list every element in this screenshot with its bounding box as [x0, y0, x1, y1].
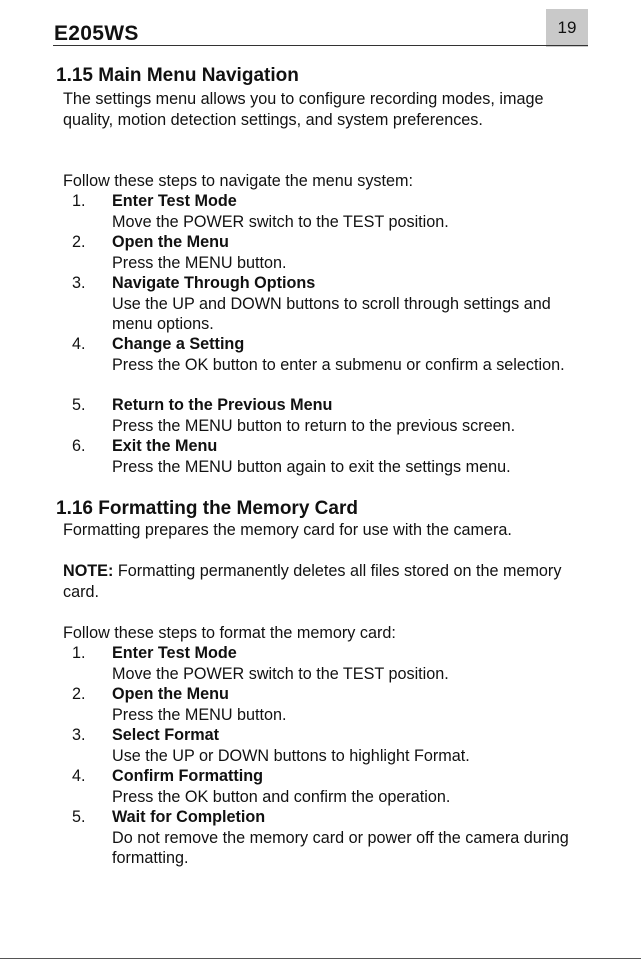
step-description: Press the MENU button again to exit the settings menu.	[112, 457, 511, 476]
step-number: 3.	[72, 274, 86, 292]
step-title: Enter Test Mode	[112, 192, 237, 210]
step-number: 5.	[72, 396, 86, 414]
header-divider	[53, 45, 588, 46]
step-description: Press the OK button to enter a submenu or confirm a selection.	[112, 355, 565, 374]
step-number: 1.	[72, 644, 86, 662]
step-title: Wait for Completion	[112, 808, 266, 826]
step-title: Open the Menu	[112, 233, 229, 251]
step-title: Exit the Menu	[112, 437, 218, 455]
footer-divider	[0, 958, 641, 959]
section-heading-main-menu-navigation: 1.15 Main Menu Navigation	[56, 65, 299, 86]
step-description: Move the POWER switch to the TEST position.	[112, 664, 449, 683]
note-paragraph	[63, 561, 583, 602]
step-description: Press the OK button and confirm the operation.	[112, 787, 451, 806]
note-label: NOTE:	[63, 562, 114, 580]
section-intro-paragraph: The settings menu allows you to configure recording modes, image quality, motion detection settings, and system preferences.	[63, 90, 544, 129]
step-number: 4.	[72, 335, 86, 353]
step-number: 2.	[72, 685, 86, 703]
section-heading-formatting-memory-card: 1.16 Formatting the Memory Card	[56, 498, 358, 519]
page-number-badge: 19	[546, 9, 588, 47]
section-intro-paragraph: Formatting prepares the memory card for use with the camera.	[63, 521, 512, 539]
step-title: Confirm Formatting	[112, 767, 264, 785]
step-description: Do not remove the memory card or power off the camera during formatting.	[112, 828, 569, 867]
step-title: Enter Test Mode	[112, 644, 237, 662]
step-number: 3.	[72, 726, 86, 744]
steps-lead-text: Follow these steps to format the memory card:	[63, 624, 396, 642]
step-title: Open the Menu	[112, 685, 229, 703]
step-number: 1.	[72, 192, 86, 210]
step-title: Select Format	[112, 726, 220, 744]
step-description: Press the MENU button.	[112, 705, 287, 724]
document-title: E205WS	[54, 22, 139, 45]
step-description: Use the UP and DOWN buttons to scroll through settings and menu options.	[112, 294, 551, 333]
step-description: Press the MENU button.	[112, 253, 287, 272]
step-description: Move the POWER switch to the TEST position.	[112, 212, 449, 231]
step-number: 5.	[72, 808, 86, 826]
step-title: Return to the Previous Menu	[112, 396, 333, 414]
step-description: Press the MENU button to return to the previous screen.	[112, 416, 516, 435]
steps-lead-text: Follow these steps to navigate the menu system:	[63, 172, 414, 190]
step-number: 2.	[72, 233, 86, 251]
step-number: 6.	[72, 437, 86, 455]
step-description: Use the UP or DOWN buttons to highlight Format.	[112, 746, 470, 765]
step-title: Navigate Through Options	[112, 274, 316, 292]
step-title: Change a Setting	[112, 335, 245, 353]
note-text: Formatting permanently deletes all files stored on the memory card.	[63, 562, 562, 601]
step-number: 4.	[72, 767, 86, 785]
